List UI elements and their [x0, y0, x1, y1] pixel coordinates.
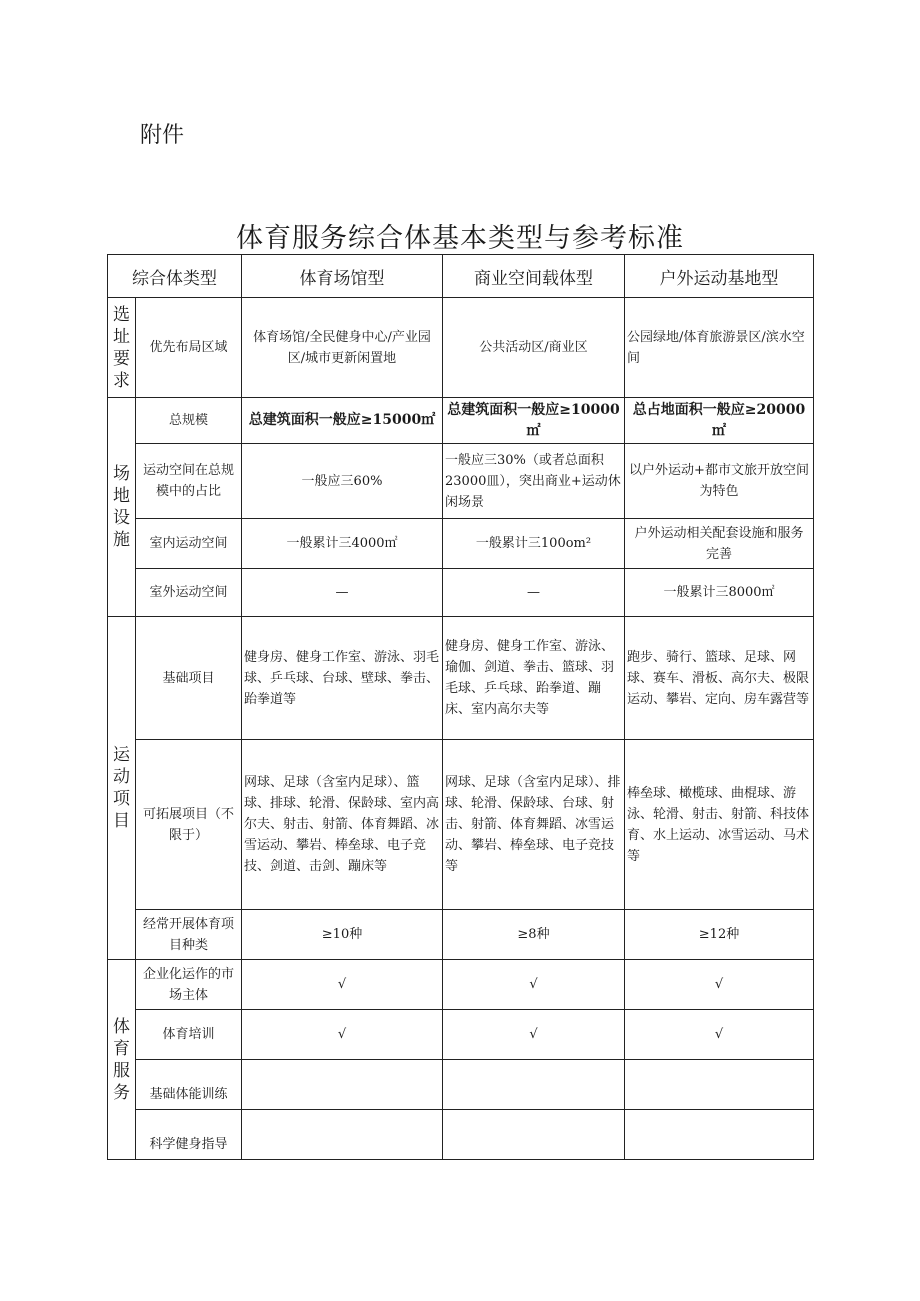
- table-row: [108, 569, 814, 617]
- document-title: 体育服务综合体基本类型与参考标准: [236, 223, 684, 254]
- row-label: 可拓展项目（不限于）: [136, 740, 242, 910]
- table-cell: 一般累计三8000㎡: [625, 569, 814, 617]
- table-cell: 总建筑面积一般应≥10000㎡: [443, 398, 625, 444]
- table-row: [108, 617, 814, 740]
- table-cell: ≥12种: [625, 910, 814, 960]
- table-cell: 公园绿地/体育旅游景区/滨水空间: [625, 298, 814, 398]
- row-label: 室外运动空间: [136, 569, 242, 617]
- table-row: [108, 1010, 814, 1060]
- row-label: 运动空间在总规模中的占比: [136, 444, 242, 519]
- table-cell: 总建筑面积一般应≥15000㎡: [242, 398, 443, 444]
- row-label: 经常开展体育项目种类: [136, 910, 242, 960]
- table-cell: [242, 1060, 443, 1110]
- header-outdoor-type: 户外运动基地型: [625, 255, 814, 298]
- header-stadium-type: 体育场馆型: [242, 255, 443, 298]
- table-cell: 以户外运动+都市文旅开放空间为特色: [625, 444, 814, 519]
- table-cell: 网球、足球（含室内足球）、排球、轮滑、保龄球、台球、射击、射箭、体育舞蹈、冰雪运动、攀岩、棒垒球、电子竞技等: [443, 740, 625, 910]
- table-cell: 健身房、健身工作室、游泳、羽毛球、乒乓球、台球、壁球、拳击、跆拳道等: [242, 617, 443, 740]
- check-mark: √: [242, 960, 443, 1010]
- check-mark: √: [625, 960, 814, 1010]
- table-row: [108, 298, 814, 398]
- row-label: 室内运动空间: [136, 519, 242, 569]
- table-cell: [443, 1110, 625, 1160]
- table-cell: 一般应三60%: [242, 444, 443, 519]
- table-cell: 一般累计三100om²: [443, 519, 625, 569]
- row-label: 科学健身指导: [136, 1110, 242, 1160]
- table-cell: 户外运动相关配套设施和服务完善: [625, 519, 814, 569]
- table-row: [108, 1110, 814, 1160]
- row-label: 基础体能训练: [136, 1060, 242, 1110]
- table-cell: 体育场馆/全民健身中心/产业园区/城市更新闲置地: [242, 298, 443, 398]
- table-cell: ≥8种: [443, 910, 625, 960]
- table-cell: 跑步、骑行、篮球、足球、网球、赛车、滑板、高尔夫、极限运动、攀岩、定向、房车露营等: [625, 617, 814, 740]
- table-cell: [625, 1060, 814, 1110]
- header-commercial-type: 商业空间载体型: [443, 255, 625, 298]
- row-label: 总规模: [136, 398, 242, 444]
- row-label: 企业化运作的市场主体: [136, 960, 242, 1010]
- table-row: [108, 444, 814, 519]
- category-site: 选址要求: [108, 298, 136, 398]
- check-mark: √: [625, 1010, 814, 1060]
- table-cell: 健身房、健身工作室、游泳、瑜伽、剑道、拳击、篮球、羽毛球、乒乓球、跆拳道、蹦床、室内高尔夫等: [443, 617, 625, 740]
- table-row: [108, 1060, 814, 1110]
- category-service: 体育服务: [108, 960, 136, 1160]
- table-header-row: [108, 255, 814, 298]
- table-cell: —: [443, 569, 625, 617]
- table-cell: 棒垒球、橄榄球、曲棍球、游泳、轮滑、射击、射箭、科技体育、水上运动、冰雪运动、马术等: [625, 740, 814, 910]
- table-cell: —: [242, 569, 443, 617]
- row-label: 体育培训: [136, 1010, 242, 1060]
- check-mark: √: [443, 1010, 625, 1060]
- table-cell: 一般应三30%（或者总面积23000皿），突出商业+运动休闲场景: [443, 444, 625, 519]
- table-cell: [242, 1110, 443, 1160]
- check-mark: √: [242, 1010, 443, 1060]
- table-cell: ≥10种: [242, 910, 443, 960]
- header-type-label: 综合体类型: [108, 255, 242, 298]
- table-row: [108, 910, 814, 960]
- table-cell: 总占地面积一般应≥20000㎡: [625, 398, 814, 444]
- table-cell: [625, 1110, 814, 1160]
- standards-table: [107, 254, 814, 1160]
- table-row: [108, 519, 814, 569]
- row-label: 优先布局区域: [136, 298, 242, 398]
- appendix-label: 附件: [140, 123, 185, 148]
- table-row: [108, 398, 814, 444]
- table-row: [108, 960, 814, 1010]
- category-facility: 场地设施: [108, 398, 136, 617]
- row-label: 基础项目: [136, 617, 242, 740]
- category-sports: 运动项目: [108, 617, 136, 960]
- table-cell: [443, 1060, 625, 1110]
- table-cell: 一般累计三4000㎡: [242, 519, 443, 569]
- table-cell: 公共活动区/商业区: [443, 298, 625, 398]
- check-mark: √: [443, 960, 625, 1010]
- table-row: [108, 740, 814, 910]
- table-cell: 网球、足球（含室内足球）、篮球、排球、轮滑、保龄球、室内高尔夫、射击、射箭、体育舞蹈、冰雪运动、攀岩、棒垒球、电子竞技、剑道、击剑、蹦床等: [242, 740, 443, 910]
